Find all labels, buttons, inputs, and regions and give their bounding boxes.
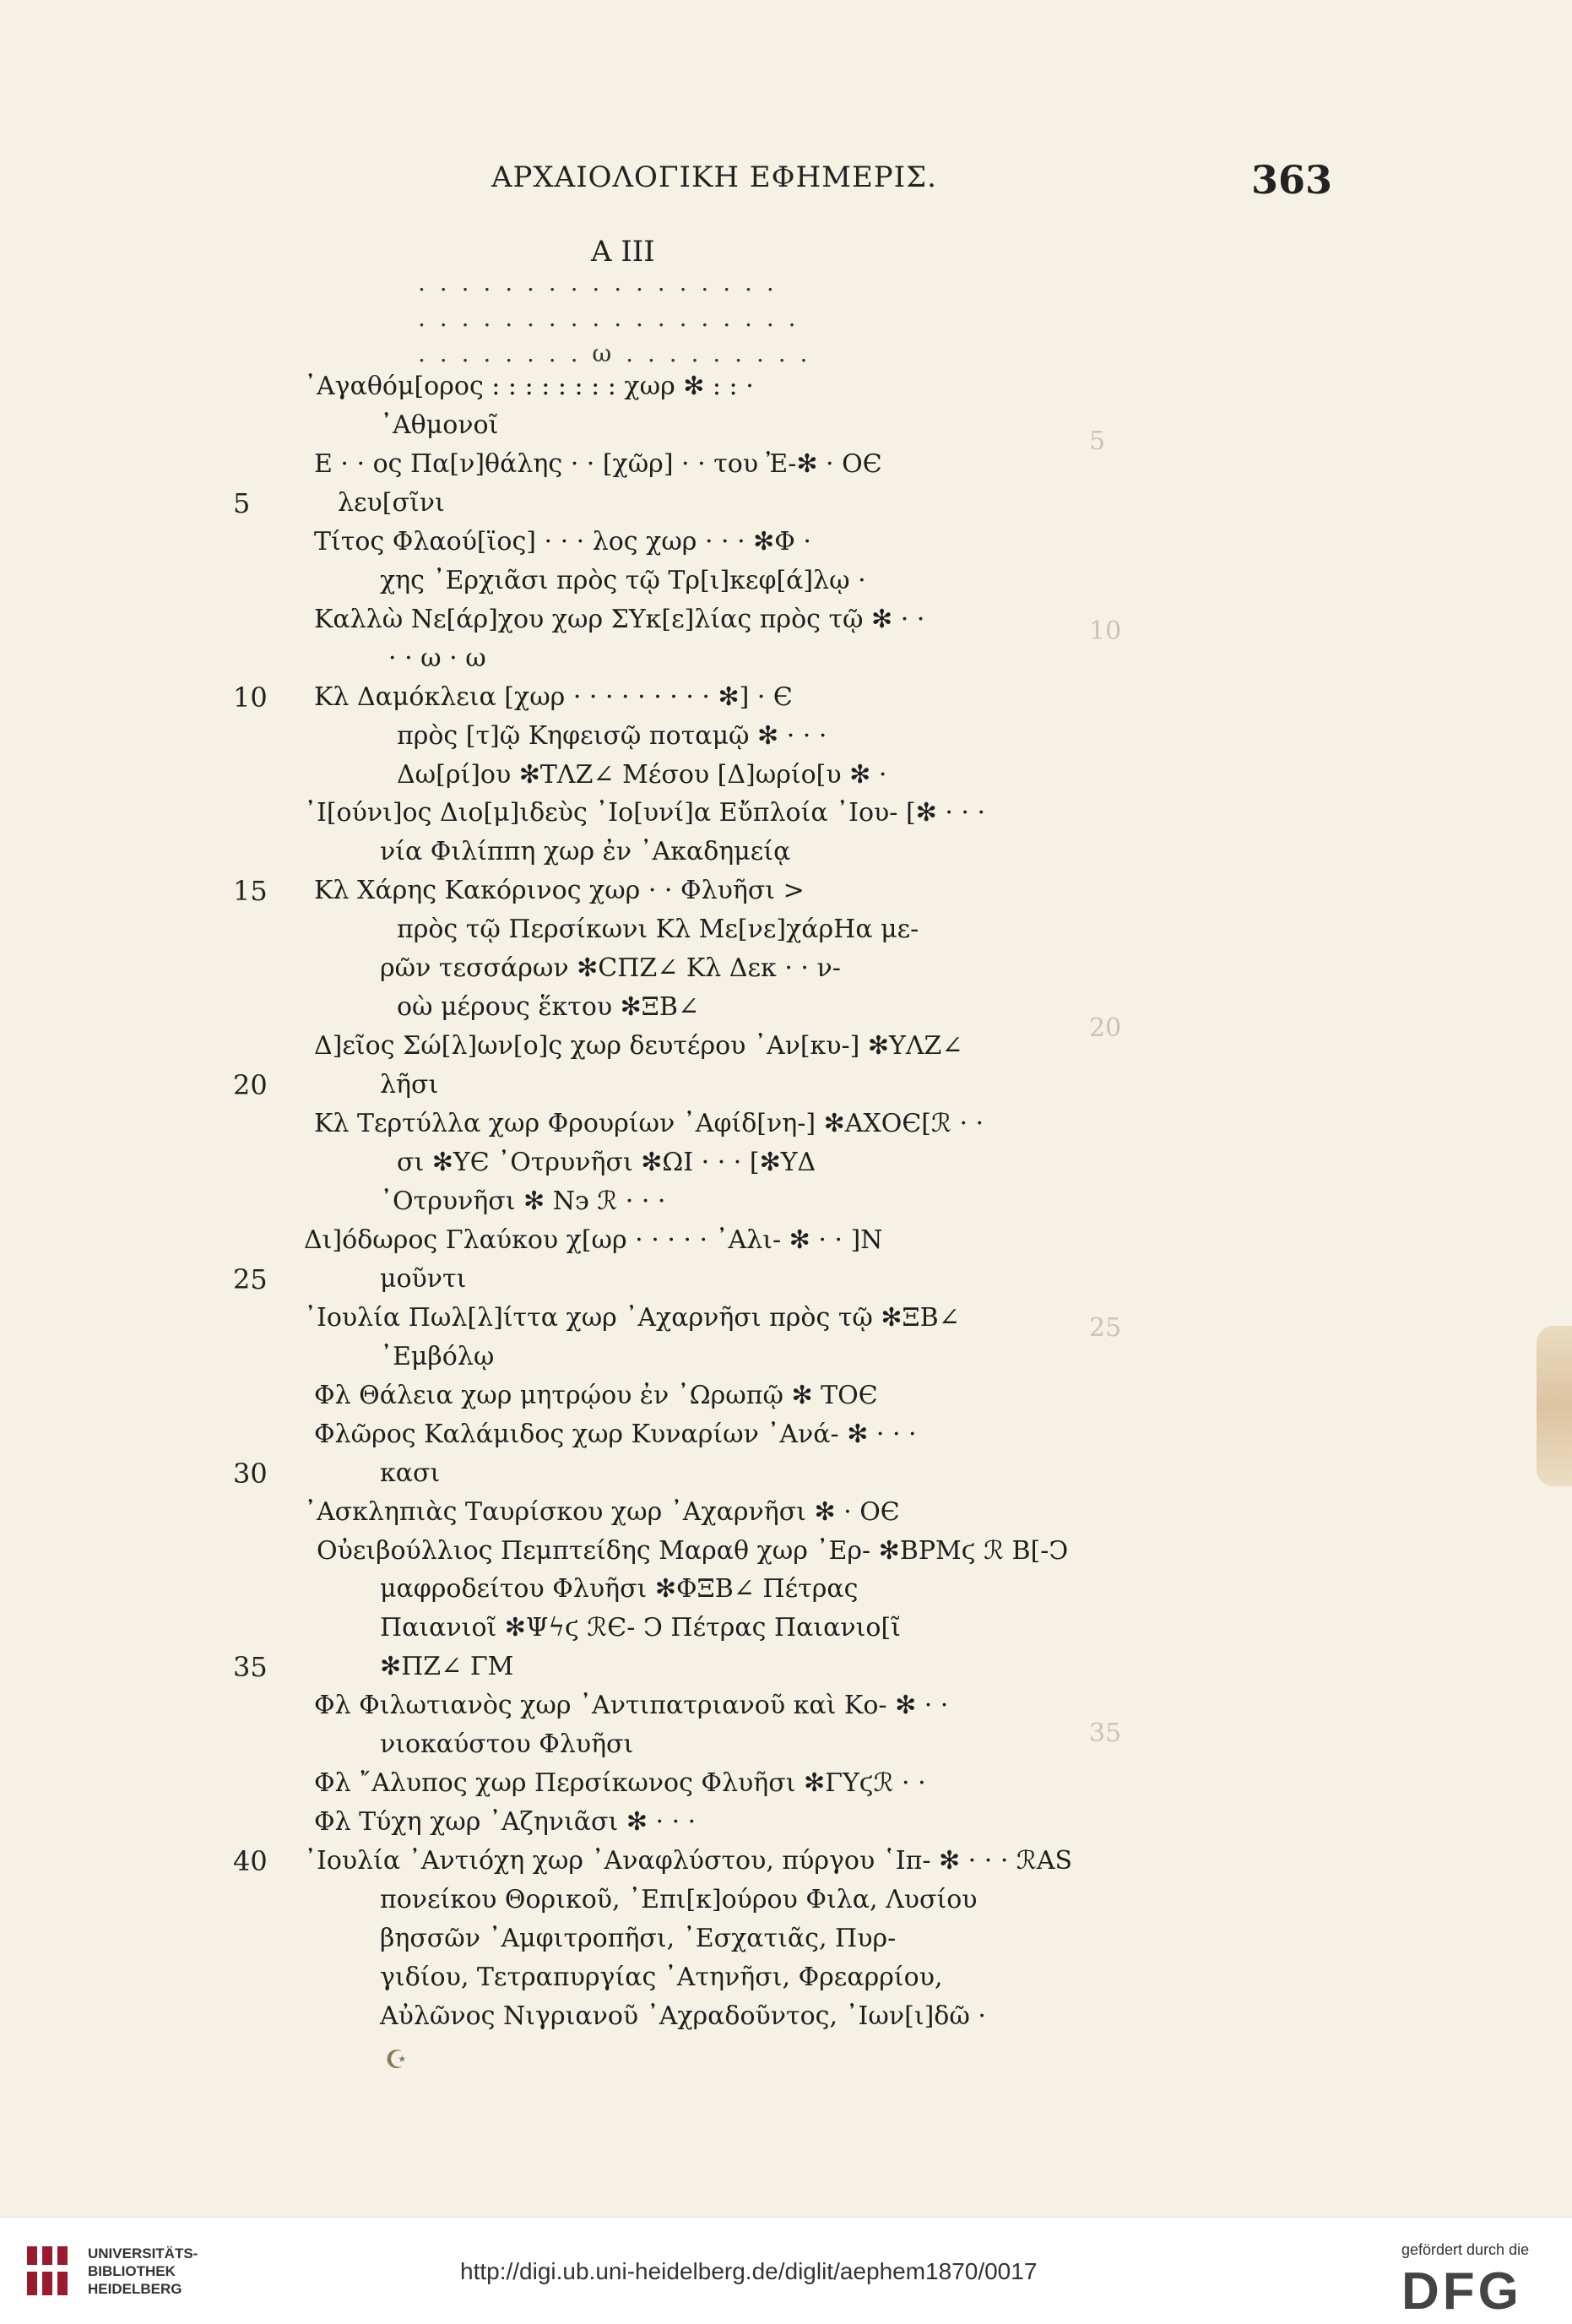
text-line: ᾿Ασκληπιὰς Ταυρίσκου χωρ ᾿Αχαρνῆσι ✻ · ΟЄ: [304, 1496, 900, 1527]
ink-mark: ☪: [385, 2045, 408, 2075]
line-number: 30: [233, 1457, 268, 1490]
text-line: ᾿Αθμονοῖ: [380, 410, 499, 440]
funding-note: gefördert durch die: [1401, 2241, 1530, 2258]
section-heading: A III: [591, 235, 655, 269]
show-through-mark: 25: [1089, 1313, 1122, 1343]
text-line: Καλλὼ Νε[άρ]χου χωρ ΣΥκ[ε]λίας πρὸς τῷ ✻ · ·: [314, 604, 925, 634]
text-line: Φλ Φιλωτιανὸς χωρ ᾿Αντιπατριανοῦ καὶ Κο- ✻ · ·: [314, 1691, 949, 1721]
page-edge-stain: [1537, 1326, 1572, 1486]
text-line: πρὸς τῷ Περσίκωνι Κλ Με[νε]χάρΗα με-: [397, 915, 919, 945]
line-number: 40: [233, 1845, 268, 1878]
line-number: 35: [233, 1651, 268, 1684]
text-line: Κλ Δαμόκλεια [χωρ · · · · · · · · · ✻] · Є: [314, 681, 793, 712]
university-library-logo-icon: [24, 2241, 74, 2300]
page-number: 363: [1251, 157, 1333, 203]
text-line: Δω[ρί]ου ✻ΤΛΖ∠ Μέσου [Δ]ωρίο[υ ✻ ·: [397, 759, 887, 790]
text-line: Δι]όδωρος Γλαύκου χ[ωρ · · · · · ᾿Αλι- ✻ · · ]Ν: [304, 1224, 883, 1255]
digitization-footer: [0, 2217, 1572, 2324]
text-line: Φλ Τύχη χωρ ᾿Αζηνιᾶσι ✻ · · ·: [314, 1807, 697, 1838]
text-line: οὼ μέρους ἕκτου ✻ΞΒ∠: [397, 992, 700, 1023]
text-line: σι ✻ΥЄ ᾿Οτρυνῆσι ✻ΩΙ · · · [✻ΥΔ: [397, 1148, 816, 1177]
dfg-logo: DFG: [1401, 2262, 1522, 2321]
text-line: ᾿Ι[ούνι]ος Διο[μ]ιδεὺς ᾿Ιο[υνί]α Εὔπλοία ᾿Ιου- [✻ · · ·: [304, 798, 986, 828]
text-line: μοῦντι: [380, 1263, 467, 1294]
lacuna-dots: . . . . . . . . . . . . . . . . . .: [418, 304, 800, 332]
text-line: ᾿Ιουλία ᾿Αντιόχη χωρ ᾿Αναφλύστου, πύργου ῾Ιπ- ✻ · · · ℛAS: [304, 1846, 1073, 1876]
text-line: βησσῶν ᾿Αμφιτροπῆσι, ᾿Εσχατιᾶς, Πυρ-: [380, 1924, 897, 1953]
text-line: ᾿Αγαθόμ[ορος : : : : : : : : χωρ ✻ : : ·: [304, 372, 754, 401]
show-through-mark: 35: [1089, 1719, 1122, 1748]
text-line: πρὸς [τ]ῷ Κηφεισῷ ποταμῷ ✻ · · ·: [397, 720, 827, 751]
text-line: νιοκαύστου Φλυῆσι: [380, 1729, 634, 1760]
line-number: 10: [233, 681, 268, 714]
text-line: ρῶν τεσσάρων ✻CΠΖ∠ Κλ Δεκ · · ν-: [380, 953, 841, 984]
text-line: Οὐειβούλλιος Πεμπτείδης Μαραθ χωρ ᾿Ερ- ✻ΒΡΜϛ ℛ Β[-Ͻ: [317, 1535, 1069, 1566]
text-line: · · ω · ω: [388, 643, 486, 673]
text-line: χης ᾿Ερχιᾶσι πρὸς τῷ Τρ[ι]κεφ[ά]λῳ ·: [380, 565, 866, 595]
text-line: ᾿Ιουλία Πωλ[λ]ίττα χωρ ᾿Αχαρνῆσι πρὸς τῷ ✻ΞΒ∠: [304, 1302, 960, 1333]
library-name: UNIVERSITÄTS- BIBLIOTHEK HEIDELBERG: [88, 2245, 198, 2297]
text-line: Φλῶρος Καλάμιδος χωρ Κυναρίων ᾿Ανά- ✻ · · ·: [314, 1419, 917, 1449]
text-line: ᾿Οτρυνῆσι ✻ Ν϶ ℛ · · ·: [380, 1186, 666, 1216]
lacuna-dots: . . . . . . . . ω . . . . . . . . .: [418, 339, 811, 367]
text-line: μαφροδείτου Φλυῆσι ✻ΦΞΒ∠ Πέτρας: [380, 1574, 859, 1605]
text-line: λῆσι: [380, 1070, 439, 1100]
text-line: ✻ΠΖ∠ ΓΜ: [380, 1652, 514, 1682]
lacuna-dots: . . . . . . . . . . . . . . . . .: [418, 269, 778, 296]
running-header-title: ΑΡΧΑΙΟΛΟΓΙΚΗ ΕΦΗΜΕΡΙΣ.: [491, 160, 937, 194]
line-number: 20: [233, 1069, 268, 1102]
text-line: Φλ Θάλεια χωρ μητρῴου ἐν ᾿Ωρωπῷ ✻ ΤΟЄ: [314, 1380, 878, 1410]
line-number: 25: [233, 1262, 268, 1295]
show-through-mark: 20: [1089, 1013, 1122, 1043]
text-line: γιδίου, Τετραπυργίας ᾿Ατηνῆσι, Φρεαρρίου,: [380, 1962, 943, 1992]
text-line: Παιανιοῖ ✻Ψϟϛ ℛЄ- Ͻ Πέτρας Παιανιο[ῖ: [380, 1613, 901, 1643]
show-through-mark: 5: [1089, 426, 1106, 456]
text-line: Ε · · ος Πα[ν]θάλης · · [χῶρ] · · του Ἐ-✻ · ΟЄ: [314, 448, 882, 479]
text-line: κασι: [380, 1458, 441, 1488]
text-line: νία Φιλίππη χωρ ἐν ᾿Ακαδημείᾳ: [380, 837, 791, 867]
text-line: Δ]εῖος Σώ[λ]ων[ο]ς χωρ δευτέρου ᾿Αν[κυ-] ✻ΥΛΖ∠: [314, 1031, 963, 1062]
show-through-mark: 10: [1089, 616, 1122, 646]
line-number: 15: [233, 875, 268, 908]
text-line: Αὐλῶνος Νιγριανοῦ ᾿Αχραδοῦντος, ᾿Ιων[ι]δῶ ·: [380, 2001, 986, 2031]
text-line: Κλ Τερτύλλα χωρ Φρουρίων ᾿Αφίδ[νη-] ✻ΑΧΟЄ[ℛ · ·: [314, 1109, 984, 1139]
text-line: πονείκου Θορικοῦ, ᾿Επι[κ]ούρου Φιλα, Λυσίου: [380, 1885, 978, 1915]
text-line: Τίτος Φλαού[ϊος] · · · λος χωρ · · · ✻Φ ·: [314, 526, 811, 557]
line-number: 5: [233, 486, 251, 519]
text-line: ᾿Εμβόλῳ: [380, 1341, 495, 1371]
permalink[interactable]: http://digi.ub.uni-heidelberg.de/diglit/aephem1870/0017: [460, 2258, 1038, 2284]
text-line: λευ[σῖνι: [338, 487, 445, 518]
text-line: Φλ ῎Αλυπος χωρ Περσίκωνος Φλυῆσι ✻ΓΥϛℛ · ·: [314, 1768, 926, 1799]
text-line: Κλ Χάρης Κακόρινος χωρ · · Φλυῆσι >: [314, 876, 805, 906]
